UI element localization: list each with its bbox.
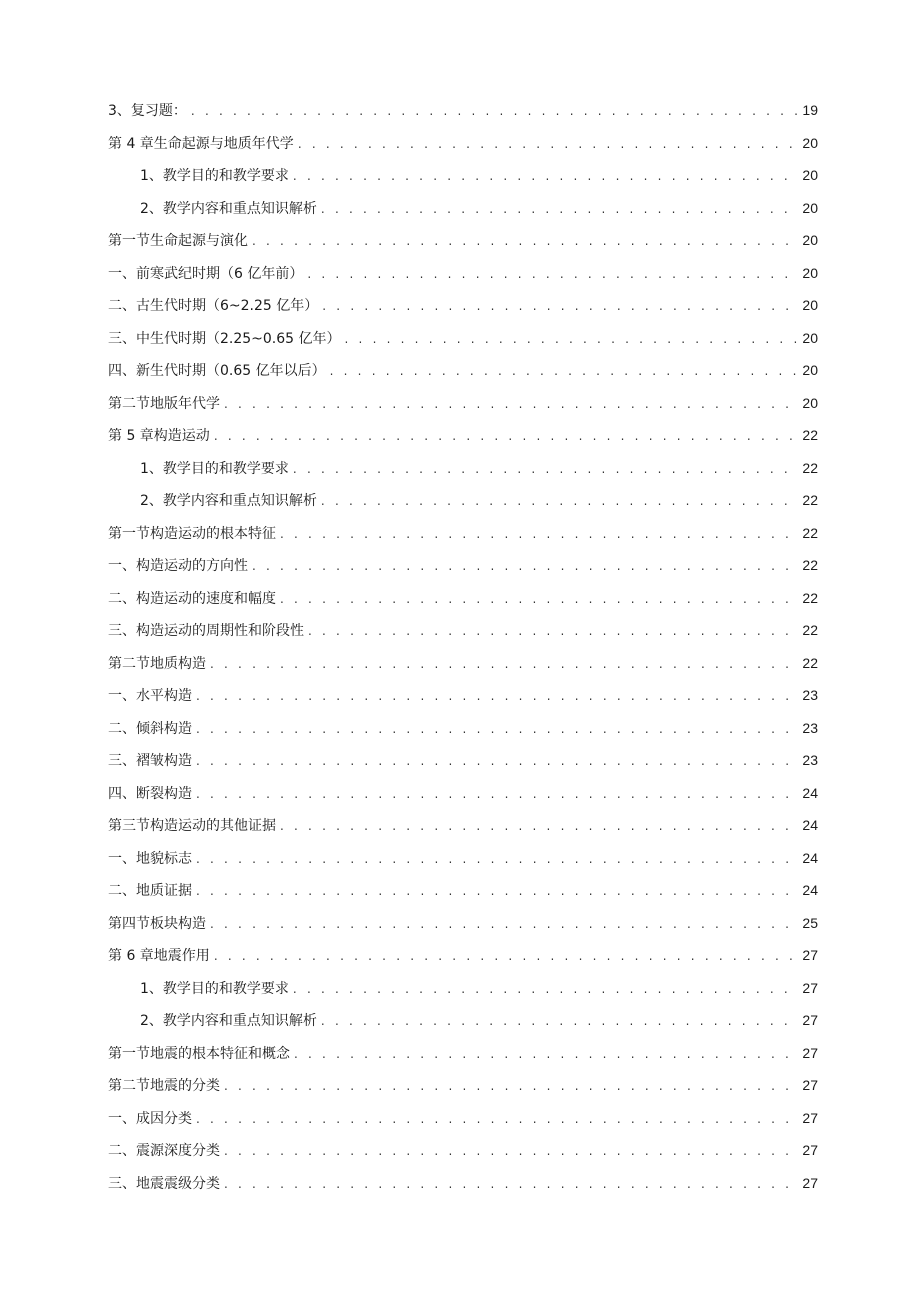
toc-entry-page-number: 27: [802, 979, 818, 996]
toc-entry-title: 三、地震震级分类: [108, 1175, 220, 1192]
dot-leader: [191, 95, 799, 128]
toc-entry[interactable]: [108, 712, 818, 745]
dot-leader: [210, 908, 798, 941]
toc-entry-page-number: 22: [802, 459, 818, 476]
toc-entry[interactable]: [108, 777, 818, 810]
toc-entry-title: 一、前寒武纪时期（6 亿年前）: [108, 265, 304, 282]
toc-entry-page-number: 20: [802, 199, 818, 216]
toc-entry-title: 二、古生代时期（6~2.25 亿年）: [108, 298, 319, 314]
toc-entry-page-number: 27: [802, 1142, 818, 1158]
toc-entry-page-number: 20: [802, 329, 818, 346]
dot-leader: [224, 388, 798, 421]
toc-entry-page-number: 23: [802, 687, 818, 703]
toc-entry[interactable]: [108, 939, 818, 972]
toc-entry-page-number: 20: [802, 167, 818, 183]
toc-entry-title: 第一节地震的根本特征和概念: [108, 1045, 290, 1062]
toc-entry-title: 一、地貌标志: [108, 850, 192, 867]
toc-entry-page-number: 22: [802, 492, 818, 508]
dot-leader: [196, 875, 798, 908]
dot-leader: [280, 810, 798, 843]
toc-entry[interactable]: [108, 484, 818, 517]
toc-entry-page-number: 25: [802, 914, 818, 931]
toc-entry-title: 一、水平构造: [108, 688, 192, 704]
toc-entry[interactable]: [108, 972, 818, 1005]
dot-leader: [321, 193, 799, 226]
toc-entry-page-number: 27: [802, 1174, 818, 1191]
toc-entry-title: 2、教学内容和重点知识解析: [140, 1013, 317, 1029]
toc-entry-title: 一、成因分类: [108, 1110, 192, 1127]
toc-entry-page-number: 22: [802, 654, 818, 671]
toc-entry-title: 第 6 章地震作用: [108, 948, 210, 964]
dot-leader: [214, 420, 799, 453]
toc-entry-page-number: 20: [802, 134, 818, 151]
dot-leader: [224, 1168, 798, 1201]
toc-entry-title: 二、倾斜构造: [108, 720, 192, 737]
dot-leader: [330, 355, 799, 388]
toc-entry[interactable]: [108, 354, 818, 387]
toc-entry-page-number: 23: [802, 719, 818, 736]
toc-entry[interactable]: [108, 809, 818, 842]
toc-entry-page-number: 20: [802, 297, 818, 313]
toc-entry[interactable]: [108, 1004, 818, 1037]
toc-entry-title: 第一节构造运动的根本特征: [108, 525, 276, 542]
toc-entry[interactable]: [108, 549, 818, 582]
dot-leader: [322, 290, 798, 323]
toc-entry[interactable]: [108, 517, 818, 550]
toc-entry[interactable]: [108, 1167, 818, 1200]
toc-entry-page-number: 20: [802, 394, 818, 411]
toc-entry-title: 四、新生代时期（0.65 亿年以后）: [108, 363, 326, 379]
toc-entry-page-number: 27: [802, 1044, 818, 1061]
toc-entry[interactable]: [108, 159, 818, 192]
toc-entry-title: 2、教学内容和重点知识解析: [140, 200, 317, 217]
dot-leader: [294, 1038, 798, 1071]
toc-entry-title: 三、构造运动的周期性和阶段性: [108, 623, 304, 639]
toc-entry[interactable]: [108, 614, 818, 647]
toc-entry-page-number: 20: [802, 264, 818, 281]
toc-entry-page-number: 24: [802, 817, 818, 833]
toc-entry-title: 第三节构造运动的其他证据: [108, 818, 276, 834]
toc-entry[interactable]: [108, 679, 818, 712]
toc-entry-title: 1、教学目的和教学要求: [140, 460, 289, 477]
dot-leader: [308, 615, 798, 648]
dot-leader: [252, 225, 798, 258]
toc-entry-title: 1、教学目的和教学要求: [140, 980, 289, 997]
toc-entry-title: 第二节地版年代学: [108, 395, 220, 412]
table-of-contents: [108, 94, 818, 1199]
dot-leader: [293, 160, 799, 193]
toc-entry-title: 第四节板块构造: [108, 915, 206, 932]
dot-leader: [293, 973, 799, 1006]
dot-leader: [196, 843, 798, 876]
toc-entry[interactable]: [108, 94, 818, 127]
toc-entry-page-number: 22: [802, 524, 818, 541]
toc-entry-page-number: 22: [802, 622, 818, 638]
toc-entry[interactable]: [108, 907, 818, 940]
toc-entry[interactable]: [108, 257, 818, 290]
toc-entry-page-number: 23: [802, 752, 818, 768]
toc-entry[interactable]: [108, 647, 818, 680]
dot-leader: [280, 583, 798, 616]
dot-leader: [214, 940, 799, 973]
toc-entry[interactable]: [108, 419, 818, 452]
toc-entry-page-number: 27: [802, 1109, 818, 1126]
toc-entry-page-number: 27: [802, 947, 818, 963]
toc-entry[interactable]: [108, 744, 818, 777]
toc-entry-title: 第一节生命起源与演化: [108, 233, 248, 249]
toc-entry-title: 第二节地质构造: [108, 655, 206, 672]
toc-entry[interactable]: [108, 582, 818, 615]
toc-entry-title: 第二节地震的分类: [108, 1078, 220, 1094]
dot-leader: [196, 680, 798, 713]
dot-leader: [321, 485, 799, 518]
toc-entry-page-number: 27: [802, 1012, 818, 1028]
toc-entry[interactable]: [108, 452, 818, 485]
toc-entry-page-number: 27: [802, 1077, 818, 1093]
dot-leader: [224, 1135, 798, 1168]
toc-entry-page-number: 22: [802, 589, 818, 606]
toc-entry[interactable]: [108, 192, 818, 225]
toc-entry[interactable]: [108, 1037, 818, 1070]
toc-entry-page-number: 24: [802, 882, 818, 898]
toc-entry[interactable]: [108, 1134, 818, 1167]
toc-entry[interactable]: [108, 127, 818, 160]
toc-entry-title: 第 5 章构造运动: [108, 428, 210, 444]
dot-leader: [280, 518, 798, 551]
toc-entry[interactable]: [108, 322, 818, 355]
dot-leader: [196, 713, 798, 746]
toc-entry-title: 二、构造运动的速度和幅度: [108, 590, 276, 607]
toc-entry[interactable]: [108, 387, 818, 420]
toc-entry-page-number: 24: [802, 849, 818, 866]
dot-leader: [196, 778, 798, 811]
dot-leader: [210, 648, 798, 681]
toc-entry-title: 二、震源深度分类: [108, 1143, 220, 1159]
toc-entry-title: 第 4 章生命起源与地质年代学: [108, 135, 294, 152]
toc-entry-title: 一、构造运动的方向性: [108, 558, 248, 574]
toc-entry-title: 2、教学内容和重点知识解析: [140, 493, 317, 509]
dot-leader: [196, 1103, 798, 1136]
toc-entry-title: 1、教学目的和教学要求: [140, 168, 289, 184]
toc-entry-page-number: 20: [802, 362, 818, 378]
toc-entry-title: 二、地质证据: [108, 883, 192, 899]
toc-entry[interactable]: [108, 842, 818, 875]
toc-entry[interactable]: [108, 224, 818, 257]
toc-entry-title: 三、中生代时期（2.25~0.65 亿年）: [108, 330, 341, 347]
toc-entry-page-number: 19: [802, 102, 818, 118]
dot-leader: [345, 323, 799, 356]
toc-entry-title: 三、褶皱构造: [108, 753, 192, 769]
toc-entry-title: 四、断裂构造: [108, 785, 192, 802]
toc-entry-title: 3、复习题：: [108, 103, 187, 119]
toc-entry-page-number: 20: [802, 232, 818, 248]
toc-entry-page-number: 22: [802, 557, 818, 573]
toc-entry[interactable]: [108, 1069, 818, 1102]
toc-entry-page-number: 22: [802, 427, 818, 443]
toc-entry-page-number: 24: [802, 784, 818, 801]
toc-entry[interactable]: [108, 874, 818, 907]
dot-leader: [196, 745, 798, 778]
dot-leader: [298, 128, 799, 161]
dot-leader: [293, 453, 799, 486]
toc-entry[interactable]: [108, 1102, 818, 1135]
toc-entry[interactable]: [108, 289, 818, 322]
dot-leader: [307, 258, 798, 291]
dot-leader: [224, 1070, 798, 1103]
dot-leader: [321, 1005, 799, 1038]
dot-leader: [252, 550, 798, 583]
